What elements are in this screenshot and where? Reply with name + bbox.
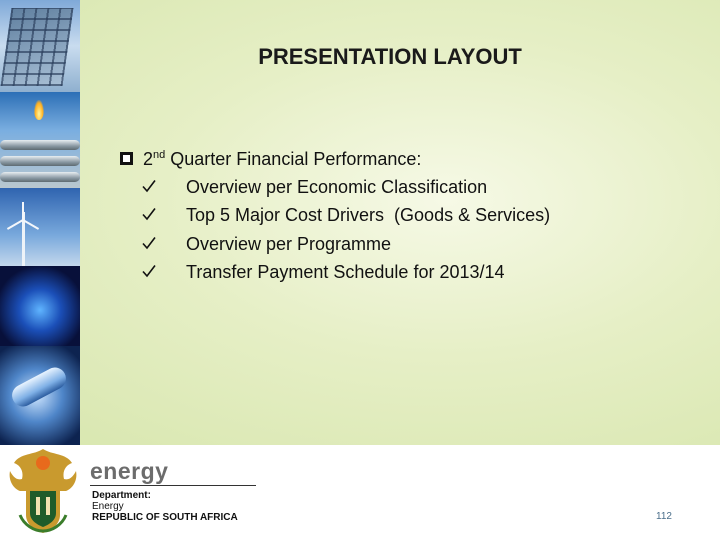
gas-pipeline-photo: [0, 92, 80, 188]
sub-bullet-item: [120, 259, 700, 288]
sub-bullet-item: [120, 230, 700, 259]
gas-flame-photo: [0, 266, 80, 346]
sub-bullet-text: Transfer Payment Schedule for 2013/14: [186, 262, 505, 283]
q-square-bullet-icon: [120, 152, 133, 165]
country-name: REPUBLIC OF SOUTH AFRICA: [92, 512, 238, 523]
sub-bullet-text: Overview per Programme: [186, 233, 392, 254]
main-bullet-superscript: nd: [153, 149, 166, 161]
footer: [0, 445, 720, 540]
brand-wordmark: energy: [90, 458, 169, 484]
checkmark-icon: [142, 234, 186, 255]
department-label: Department:: [92, 490, 151, 501]
main-bullet: [120, 145, 700, 173]
wind-turbine-photo: [0, 188, 80, 266]
department-name: Energy: [92, 501, 124, 512]
sub-bullet-text: Overview per Economic Classification: [186, 176, 488, 197]
coat-of-arms-icon: [6, 445, 80, 535]
main-bullet-text: Quarter Financial Performance:: [165, 148, 422, 169]
solar-panel-photo: [0, 0, 80, 92]
checkmark-icon: [142, 177, 186, 198]
sub-bullet-item: [120, 173, 700, 202]
energy-bulb-photo: [0, 346, 80, 445]
slide-title: PRESENTATION LAYOUT: [258, 44, 522, 69]
bullet-list: [120, 145, 700, 287]
sub-bullet-text: Top 5 Major Cost Drivers (Goods & Services): [186, 205, 551, 226]
energy-photo-strip: [0, 0, 80, 445]
page-number: 112: [656, 511, 672, 522]
sub-bullet-item: [120, 202, 700, 231]
brand-divider: [90, 485, 256, 486]
main-bullet-number: 2: [143, 148, 154, 169]
checkmark-icon: [142, 205, 186, 226]
department-block: [92, 490, 238, 523]
checkmark-icon: [142, 262, 186, 283]
